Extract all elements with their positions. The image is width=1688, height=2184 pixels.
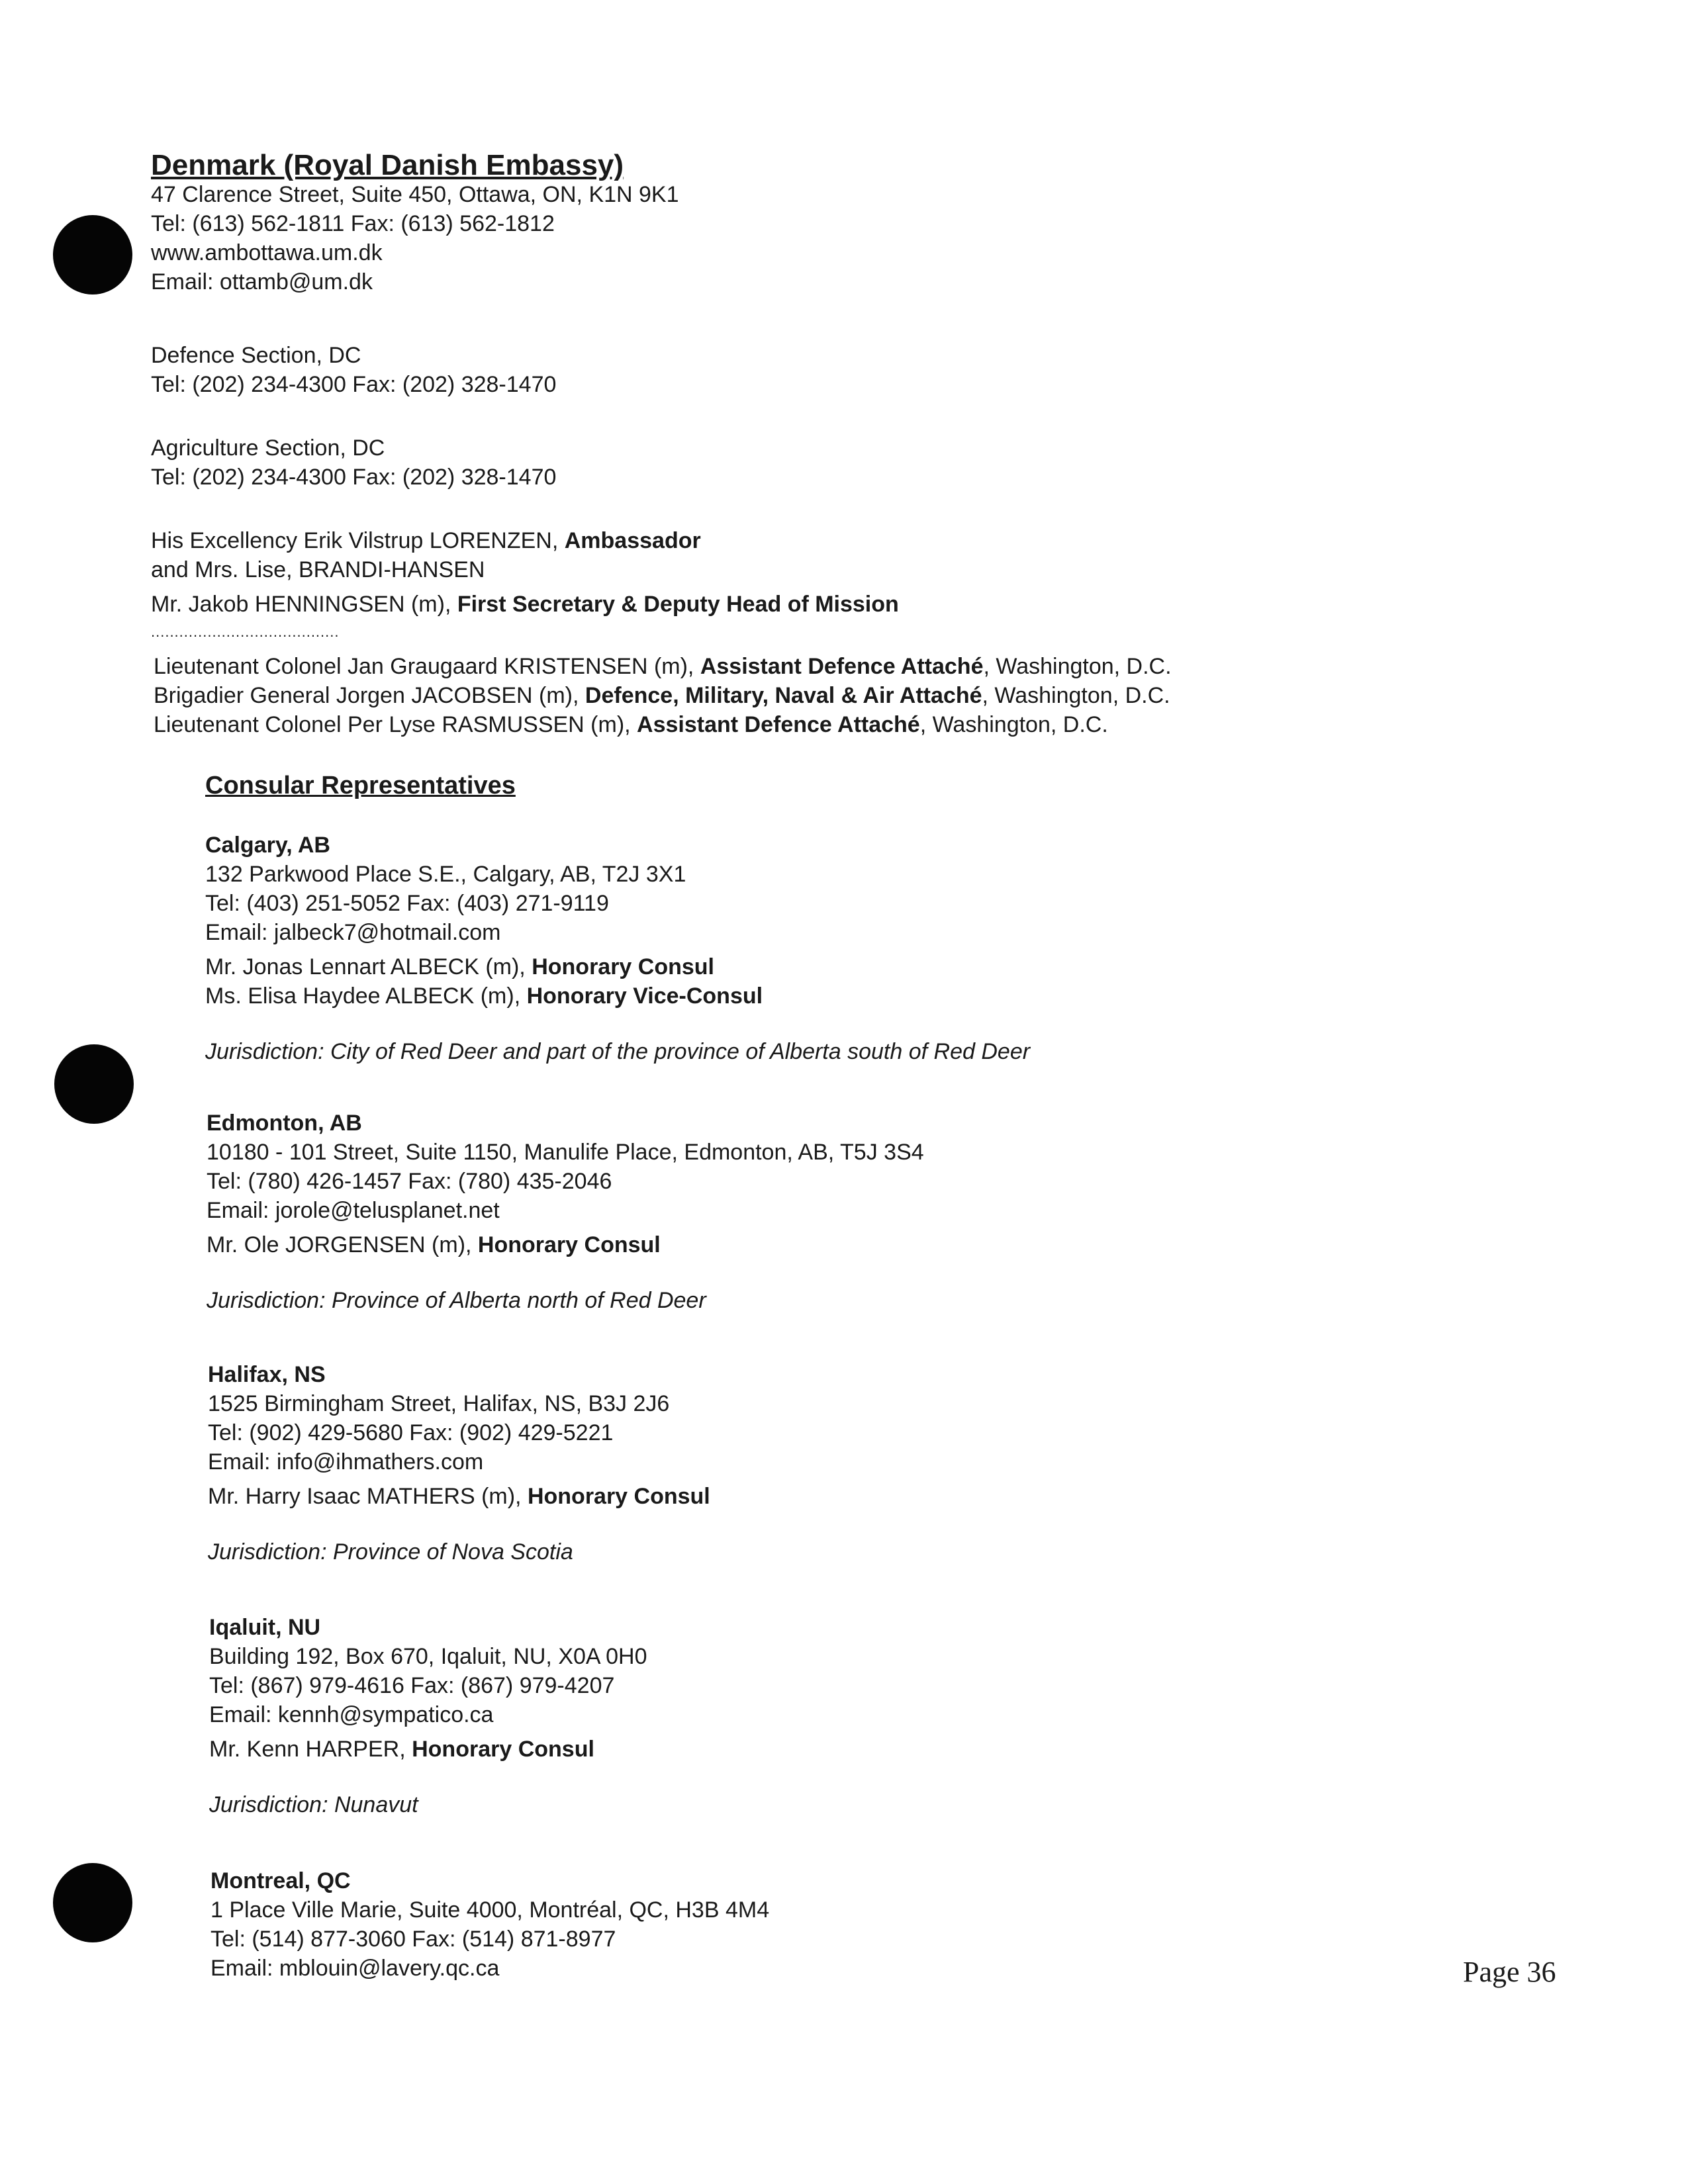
binder-hole-top — [53, 215, 132, 295]
consulate-halifax — [208, 1360, 710, 1567]
staff-entry: and Mrs. Lise, BRANDI-HANSEN — [151, 557, 485, 582]
consulate-email: Email: kennh@sympatico.ca — [209, 1702, 494, 1727]
consulate-city: Iqaluit, NU — [209, 1615, 321, 1640]
consulate-email: Email: info@ihmathers.com — [208, 1449, 484, 1475]
consulate-person: Ms. Elisa Haydee ALBECK (m), Honorary Vice-Consul — [205, 983, 763, 1009]
attache-entry: Brigadier General Jorgen JACOBSEN (m), Defence, Military, Naval & Air Attaché, Washington, D.C. — [154, 683, 1170, 708]
defence-section — [151, 341, 556, 399]
consulate-tel: Tel: (867) 979-4616 Fax: (867) 979-4207 — [209, 1673, 615, 1698]
consulate-address: 1 Place Ville Marie, Suite 4000, Montréal, QC, H3B 4M4 — [211, 1897, 770, 1923]
page-number: Page 36 — [1463, 1956, 1556, 1988]
attache-entry: Lieutenant Colonel Per Lyse RASMUSSEN (m), Assistant Defence Attaché, Washington, D.C. — [154, 712, 1108, 737]
consulate-address: 132 Parkwood Place S.E., Calgary, AB, T2J 3X1 — [205, 862, 686, 887]
embassy-title: Denmark (Royal Danish Embassy) — [151, 149, 624, 181]
consulate-jurisdiction: Jurisdiction: Nunavut — [209, 1792, 418, 1817]
consulate-iqaluit — [209, 1613, 647, 1819]
consulate-person: Mr. Jonas Lennart ALBECK (m), Honorary Consul — [205, 954, 715, 979]
consulate-jurisdiction: Jurisdiction: City of Red Deer and part of the province of Alberta south of Red Deer — [205, 1039, 1031, 1064]
consulate-edmonton — [207, 1109, 924, 1315]
consulate-address: 10180 - 101 Street, Suite 1150, Manulife Place, Edmonton, AB, T5J 3S4 — [207, 1140, 924, 1165]
consulate-address: 1525 Birmingham Street, Halifax, NS, B3J 2J6 — [208, 1391, 670, 1416]
attache-entry: Lieutenant Colonel Jan Graugaard KRISTENSEN (m), Assistant Defence Attaché, Washington, D.C. — [154, 654, 1172, 679]
consulate-city: Montreal, QC — [211, 1868, 351, 1893]
consulate-city: Halifax, NS — [208, 1362, 326, 1387]
consulate-city: Edmonton, AB — [207, 1111, 362, 1136]
agriculture-section-name: Agriculture Section, DC — [151, 435, 385, 461]
consulate-email: Email: jorole@telusplanet.net — [207, 1198, 500, 1223]
embassy-email: Email: ottamb@um.dk — [151, 269, 373, 295]
consulate-email: Email: mblouin@lavery.qc.ca — [211, 1956, 500, 1981]
embassy-block — [151, 151, 679, 296]
dotted-separator: ........................................ — [151, 623, 340, 640]
consulate-tel: Tel: (780) 426-1457 Fax: (780) 435-2046 — [207, 1169, 612, 1194]
consulate-montreal — [211, 1866, 769, 1983]
binder-hole-bottom — [53, 1863, 132, 1942]
consulate-calgary — [205, 831, 1030, 1066]
consulate-address: Building 192, Box 670, Iqaluit, NU, X0A 0H0 — [209, 1644, 647, 1669]
embassy-address: 47 Clarence Street, Suite 450, Ottawa, ON, K1N 9K1 — [151, 182, 679, 207]
consulate-city: Calgary, AB — [205, 833, 330, 858]
defence-section-name: Defence Section, DC — [151, 343, 361, 368]
consulate-person: Mr. Kenn HARPER, Honorary Consul — [209, 1737, 594, 1762]
embassy-tel: Tel: (613) 562-1811 Fax: (613) 562-1812 — [151, 211, 555, 236]
agriculture-section — [151, 433, 556, 492]
consulate-tel: Tel: (514) 877-3060 Fax: (514) 871-8977 — [211, 1927, 616, 1952]
embassy-web: www.ambottawa.um.dk — [151, 240, 383, 265]
consulate-tel: Tel: (403) 251-5052 Fax: (403) 271-9119 — [205, 891, 609, 916]
consulate-person: Mr. Ole JORGENSEN (m), Honorary Consul — [207, 1232, 661, 1257]
binder-hole-middle — [54, 1044, 134, 1124]
staff-entry: His Excellency Erik Vilstrup LORENZEN, Ambassador — [151, 528, 701, 553]
attache-list — [154, 652, 1172, 739]
consulate-email: Email: jalbeck7@hotmail.com — [205, 920, 501, 945]
defence-section-tel: Tel: (202) 234-4300 Fax: (202) 328-1470 — [151, 372, 557, 397]
staff-entry: Mr. Jakob HENNINGSEN (m), First Secretary & Deputy Head of Mission — [151, 592, 899, 617]
consulate-jurisdiction: Jurisdiction: Province of Nova Scotia — [208, 1539, 573, 1565]
staff-list — [151, 526, 899, 645]
agriculture-section-tel: Tel: (202) 234-4300 Fax: (202) 328-1470 — [151, 465, 557, 490]
consulate-person: Mr. Harry Isaac MATHERS (m), Honorary Consul — [208, 1484, 710, 1509]
consulate-jurisdiction: Jurisdiction: Province of Alberta north of Red Deer — [207, 1288, 706, 1313]
consular-title: Consular Representatives — [205, 772, 516, 799]
consulate-tel: Tel: (902) 429-5680 Fax: (902) 429-5221 — [208, 1420, 614, 1445]
